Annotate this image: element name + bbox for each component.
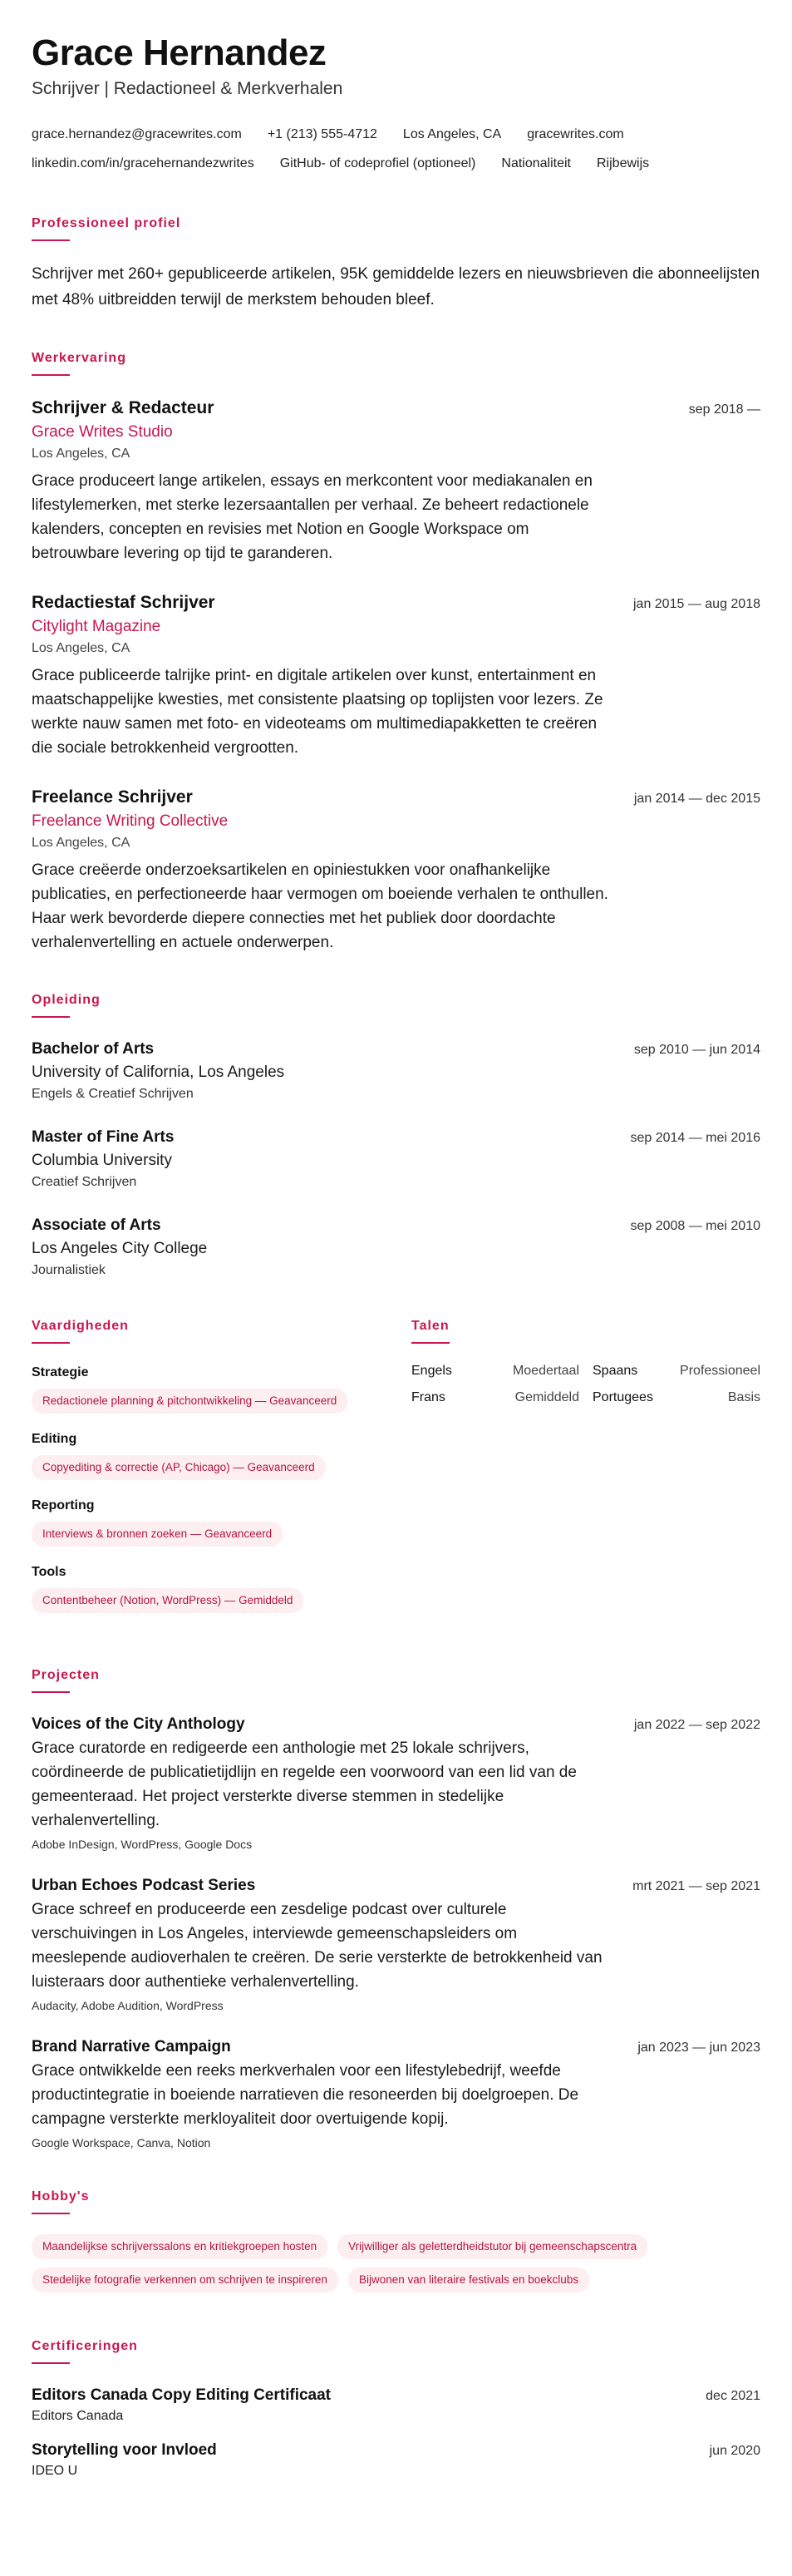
job-description: Grace produceert lange artikelen, essays en merkcontent voor mediakanalen en lifestylemerken, met sterke lezersaantallen per verhaal. Ze beheert redactionele kalenders, concepten en revisies met Notion en Google Workspace om betrouwbare levering op tijd te garanderen. — [32, 472, 593, 562]
project-date: mrt 2021 — sep 2021 — [632, 1879, 760, 1893]
job-location: Los Angeles, CA — [32, 447, 130, 461]
languages-section — [411, 1317, 760, 1630]
job-description: Grace creëerde onderzoeksartikelen en opiniestukken voor onafhankelijke publicaties, en perfectioneerde haar vermogen om boeiende verhalen te onthullen. Haar werk bevorderde diepere connecties met het publiek door doordachte verhalenvertelling en actuele onderwerpen. — [32, 861, 608, 951]
skill-group — [32, 1364, 381, 1414]
skills-section — [32, 1317, 381, 1630]
job-entry — [32, 590, 760, 760]
skill-pill: Interviews & bronnen zoeken — Geavanceerd — [32, 1522, 283, 1547]
job-title: Freelance Schrijver — [32, 787, 193, 807]
language-name: Spaans — [593, 1364, 638, 1378]
education-section — [32, 991, 760, 1281]
certification-title: Editors Canada Copy Editing Certificaat — [32, 2386, 331, 2404]
certification-date: jun 2020 — [709, 2444, 760, 2458]
language-item — [593, 1390, 760, 1405]
skill-category: Strategie — [32, 1365, 89, 1379]
section-divider — [32, 239, 70, 241]
contact-phone[interactable]: +1 (213) 555-4712 — [267, 127, 377, 141]
project-title: Brand Narrative Campaign — [32, 2038, 231, 2055]
project-title: Urban Echoes Podcast Series — [32, 1877, 256, 1894]
project-tools: Adobe InDesign, WordPress, Google Docs — [32, 1838, 253, 1851]
skill-group — [32, 1430, 381, 1480]
language-level: Basis — [727, 1390, 760, 1404]
section-divider — [32, 2213, 70, 2214]
project-tools: Audacity, Adobe Audition, WordPress — [32, 1999, 224, 2012]
project-title: Voices of the City Anthology — [32, 1715, 245, 1733]
job-description: Grace publiceerde talrijke print- en digitale artikelen over kunst, entertainment en maatschappelijke kwesties, met consistente plaatsing op toplijsten voor lezers. Ze werkte nauw samen met foto- en videoteams om multimediapakketten te creëren die sociale betrokkenheid vergrootten. — [32, 667, 603, 757]
certifications-section — [32, 2337, 760, 2480]
hobby-list — [32, 2234, 763, 2301]
contact-website[interactable]: gracewrites.com — [527, 127, 624, 141]
job-location: Los Angeles, CA — [32, 641, 130, 655]
language-name: Frans — [411, 1390, 445, 1404]
hobby-pill: Vrijwilliger als geletterdheidstutor bij gemeenschapscentra — [337, 2234, 647, 2259]
projects-section — [32, 1666, 760, 2151]
language-level: Gemiddeld — [514, 1390, 579, 1404]
section-divider — [32, 1691, 70, 1693]
contact-github[interactable]: GitHub- of codeprofiel (optioneel) — [279, 156, 476, 170]
education-entry — [32, 1126, 760, 1192]
certification-issuer: IDEO U — [32, 2464, 78, 2478]
job-title: Schrijver & Redacteur — [32, 398, 214, 417]
job-company: Citylight Magazine — [32, 618, 161, 635]
section-title: Professioneel profiel — [32, 216, 181, 230]
section-divider — [32, 1342, 70, 1344]
study-field: Journalistiek — [32, 1263, 106, 1277]
project-entry — [32, 2036, 760, 2151]
hobby-pill: Maandelijkse schrijverssalons en kritiekgroepen hosten — [32, 2234, 327, 2259]
contact-info — [32, 120, 760, 178]
school-name: Los Angeles City College — [32, 1240, 208, 1257]
project-entry — [32, 1713, 760, 1853]
candidate-name: Grace Hernandez — [32, 32, 327, 73]
section-divider — [32, 374, 70, 376]
skill-category: Editing — [32, 1432, 77, 1446]
school-name: Columbia University — [32, 1152, 172, 1169]
section-divider — [411, 1342, 450, 1344]
skill-pill: Contentbeheer (Notion, WordPress) — Gemiddeld — [32, 1588, 303, 1613]
language-level: Professioneel — [680, 1364, 760, 1378]
skill-category: Reporting — [32, 1498, 95, 1513]
section-title: Talen — [411, 1319, 450, 1333]
skill-pill: Redactionele planning & pitchontwikkeling — Geavanceerd — [32, 1389, 347, 1414]
language-level: Moedertaal — [512, 1364, 579, 1378]
skills-languages-row — [32, 1317, 760, 1630]
section-title: Hobby's — [32, 2189, 90, 2203]
hobby-pill: Stedelijke fotografie verkennen om schrijven te inspireren — [32, 2268, 338, 2292]
language-list — [411, 1364, 760, 1405]
job-entry — [32, 396, 760, 565]
profile-summary: Schrijver met 260+ gepubliceerde artikelen, 95K gemiddelde lezers en nieuwsbrieven die abonneelijsten met 48% uitbreidden terwijl de merkstem behouden bleef. — [32, 265, 760, 308]
section-divider — [32, 1016, 70, 1018]
job-company: Grace Writes Studio — [32, 423, 173, 441]
certification-entry — [32, 2384, 760, 2425]
degree-title: Associate of Arts — [32, 1216, 161, 1234]
school-name: University of California, Los Angeles — [32, 1063, 285, 1081]
contact-location: Los Angeles, CA — [402, 127, 502, 141]
job-company: Freelance Writing Collective — [32, 812, 229, 830]
education-entry — [32, 1214, 760, 1281]
project-description: Grace schreef en produceerde een zesdelige podcast over culturele verschuivingen in Los Angeles, interviewde gemeenschapsleiders om meeslepende audioverhalen te creëren. De serie versterkte de betrokkenheid van luisteraars door authentieke verhalenvertelling. — [32, 1901, 603, 1991]
job-location: Los Angeles, CA — [32, 836, 130, 850]
education-date: sep 2010 — jun 2014 — [633, 1043, 760, 1057]
contact-email[interactable]: grace.hernandez@gracewrites.com — [32, 127, 242, 141]
language-item — [593, 1364, 760, 1379]
contact-nationality: Nationaliteit — [501, 156, 571, 170]
contact-license: Rijbewijs — [597, 156, 650, 170]
experience-section — [32, 349, 760, 955]
section-title: Werkervaring — [32, 351, 126, 365]
study-field: Engels & Creatief Schrijven — [32, 1087, 194, 1101]
degree-title: Bachelor of Arts — [32, 1040, 155, 1058]
job-date: sep 2018 — — [688, 402, 760, 417]
job-title: Redactiestaf Schrijver — [32, 593, 215, 612]
language-item — [411, 1364, 579, 1379]
job-entry — [32, 785, 760, 955]
certification-date: dec 2021 — [706, 2389, 760, 2403]
education-entry — [32, 1038, 760, 1104]
language-item — [411, 1390, 579, 1405]
section-title: Certificeringen — [32, 2339, 138, 2353]
project-description: Grace ontwikkelde een reeks merkverhalen voor een lifestylebedrijf, weefde productintegratie in boeiende narratieven die resoneerden bij doelgroepen. De campagne versterkte merkloyaliteit door overtuigende kopij. — [32, 2062, 579, 2128]
project-description: Grace curatorde en redigeerde een anthologie met 25 lokale schrijvers, coördineerde de publicatietijdlijn en regelde een voorwoord van een lid van de gemeenteraad. Het project versterkte diverse stemmen in stedelijke verhalenvertelling. — [32, 1740, 577, 1829]
job-date: jan 2014 — dec 2015 — [633, 792, 760, 806]
section-title: Vaardigheden — [32, 1319, 129, 1333]
skill-group — [32, 1497, 381, 1547]
project-date: jan 2022 — sep 2022 — [633, 1718, 760, 1732]
project-entry — [32, 1874, 760, 2014]
study-field: Creatief Schrijven — [32, 1175, 137, 1189]
section-divider — [32, 2362, 70, 2364]
language-name: Engels — [411, 1364, 452, 1378]
section-title: Opleiding — [32, 993, 101, 1007]
certification-entry — [32, 2439, 760, 2480]
project-tools: Google Workspace, Canva, Notion — [32, 2136, 211, 2149]
candidate-headline: Schrijver | Redactioneel & Merkverhalen — [32, 79, 343, 98]
skill-category: Tools — [32, 1565, 66, 1579]
hobbies-section — [32, 2188, 760, 2301]
project-date: jan 2023 — jun 2023 — [637, 2041, 760, 2055]
contact-linkedin[interactable]: linkedin.com/in/gracehernandezwrites — [32, 156, 254, 170]
degree-title: Master of Fine Arts — [32, 1128, 175, 1146]
language-name: Portugees — [593, 1390, 653, 1404]
profile-section — [32, 215, 760, 313]
section-title: Projecten — [32, 1668, 100, 1682]
certification-title: Storytelling voor Invloed — [32, 2441, 217, 2459]
resume-header — [32, 32, 760, 178]
skill-pill: Copyediting & correctie (AP, Chicago) — Geavanceerd — [32, 1455, 326, 1480]
skill-group — [32, 1563, 381, 1613]
education-date: sep 2008 — mei 2010 — [630, 1219, 760, 1233]
job-date: jan 2015 — aug 2018 — [632, 597, 760, 611]
education-date: sep 2014 — mei 2016 — [630, 1131, 760, 1145]
certification-issuer: Editors Canada — [32, 2409, 124, 2423]
hobby-pill: Bijwonen van literaire festivals en boekclubs — [348, 2268, 589, 2292]
